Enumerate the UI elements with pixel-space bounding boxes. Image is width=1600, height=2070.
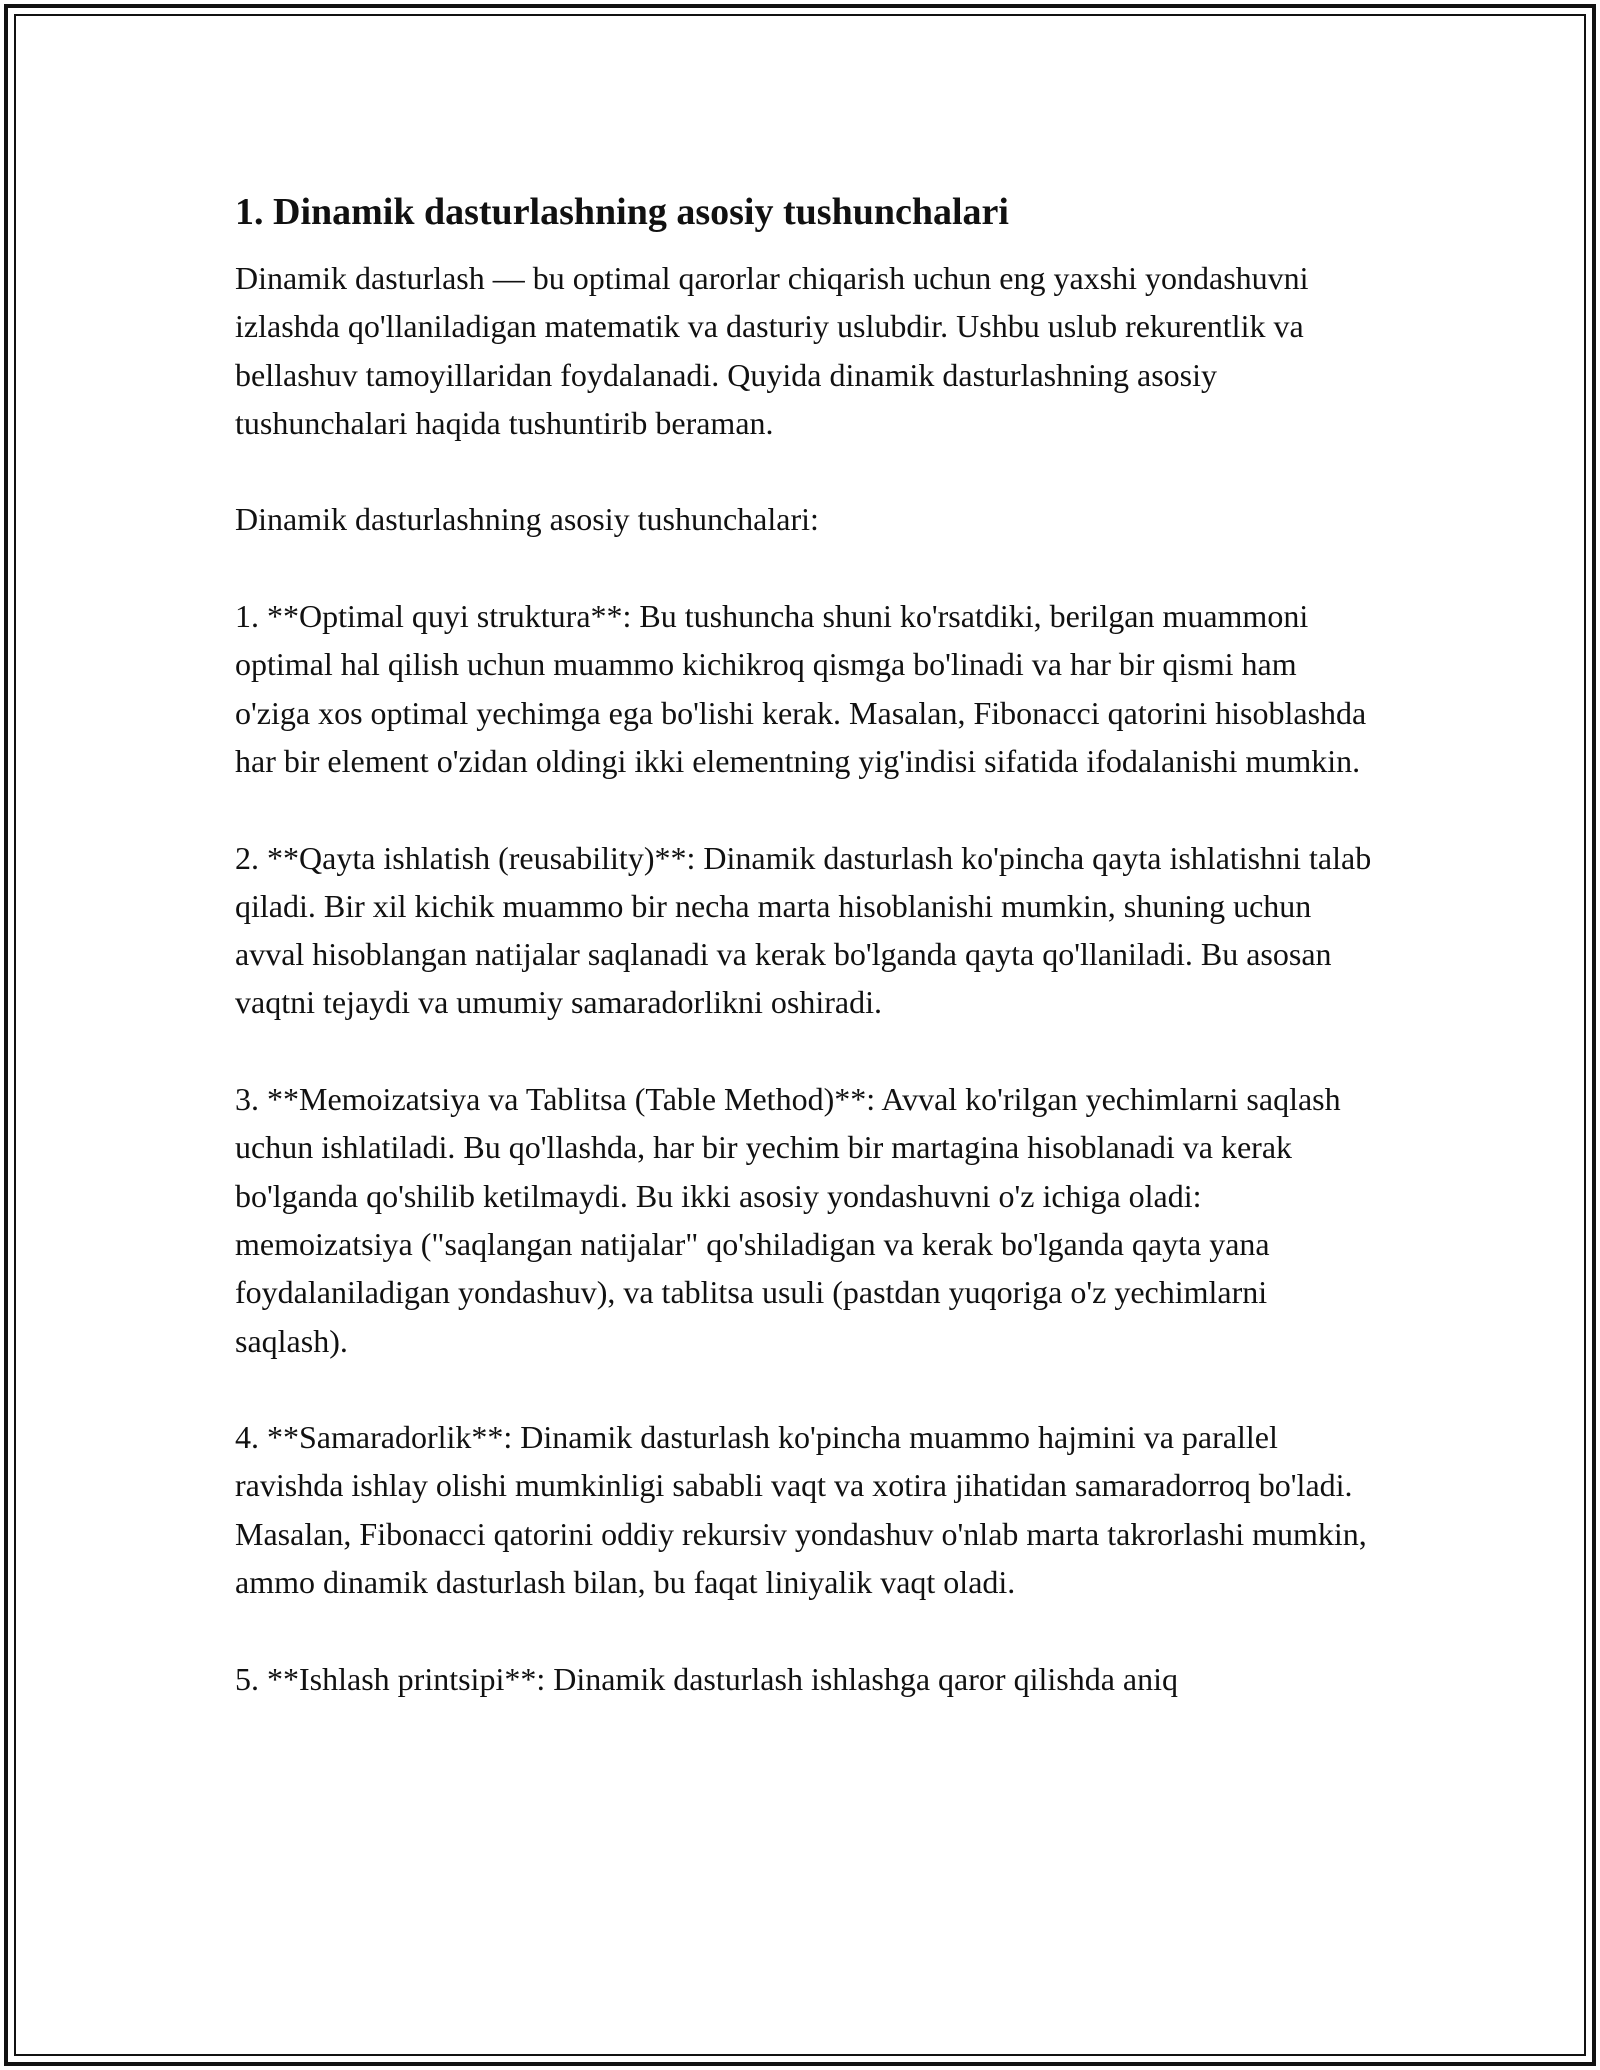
document-body	[235, 186, 1375, 1751]
document-title: 1. Dinamik dasturlashning asosiy tushunchalari	[235, 191, 1009, 233]
concept-4-paragraph: 4. **Samaradorlik**: Dinamik dasturlash ko'pincha muammo hajmini va parallel ravishda ishlay olishi mumkinligi sababli vaqt va xotira jihatidan samaradorroq bo'ladi. Masalan, Fibonacci qatorini oddiy rekursiv yondashuv o'nlab marta takrorlashi mumkin, ammo dinamik dasturlash bilan, bu faqat liniyalik vaqt oladi.	[235, 1419, 1367, 1601]
concept-3-paragraph: 3. **Memoizatsiya va Tablitsa (Table Method)**: Avval ko'rilgan yechimlarni saqlash uchun ishlatiladi. Bu qo'llashda, har bir yechim bir martagina hisoblanadi va kerak bo'lganda qo'shilib ketilmaydi. Bu ikki asosiy yondashuvni o'z ichiga oladi: memoizatsiya ("saqlangan natijalar" qo'shiladigan va kerak bo'lganda qayta yana foydalaniladigan yondashuv), va tablitsa usuli (pastdan yuqoriga o'z yechimlarni saqlash).	[235, 1081, 1341, 1359]
intro-paragraph: Dinamik dasturlash — bu optimal qarorlar chiqarish uchun eng yaxshi yondashuvni izlashda qo'llaniladigan matematik va dasturiy uslubdir. Ushbu uslub rekurentlik va bellashuv tamoyillaridan foydalanadi. Quyida dinamik dasturlashning asosiy tushunchalari haqida tushuntirib beraman.	[235, 260, 1309, 441]
concepts-heading-paragraph: Dinamik dasturlashning asosiy tushunchalari:	[235, 501, 819, 538]
concept-2-paragraph: 2. **Qayta ishlatish (reusability)**: Dinamik dasturlash ko'pincha qayta ishlatishni talab qiladi. Bir xil kichik muammo bir necha marta hisoblanishi mumkin, shuning uchun avval hisoblangan natijalar saqlanadi va kerak bo'lganda qayta qo'llaniladi. Bu asosan vaqtni tejaydi va umumiy samaradorlikni oshiradi.	[235, 839, 1372, 1021]
concept-1-paragraph: 1. **Optimal quyi struktura**: Bu tushuncha shuni ko'rsatdiki, berilgan muammoni optimal hal qilish uchun muammo kichikroq qismga bo'linadi va har bir qismi ham o'ziga xos optimal yechimga ega bo'lishi kerak. Masalan, Fibonacci qatorini hisoblashda har bir element o'zidan oldingi ikki elementning yig'indisi sifatida ifodalanishi mumkin.	[235, 598, 1367, 779]
concept-5-paragraph: 5. **Ishlash printsipi**: Dinamik dasturlash ishlashga qaror qilishda aniq	[235, 1660, 1178, 1697]
